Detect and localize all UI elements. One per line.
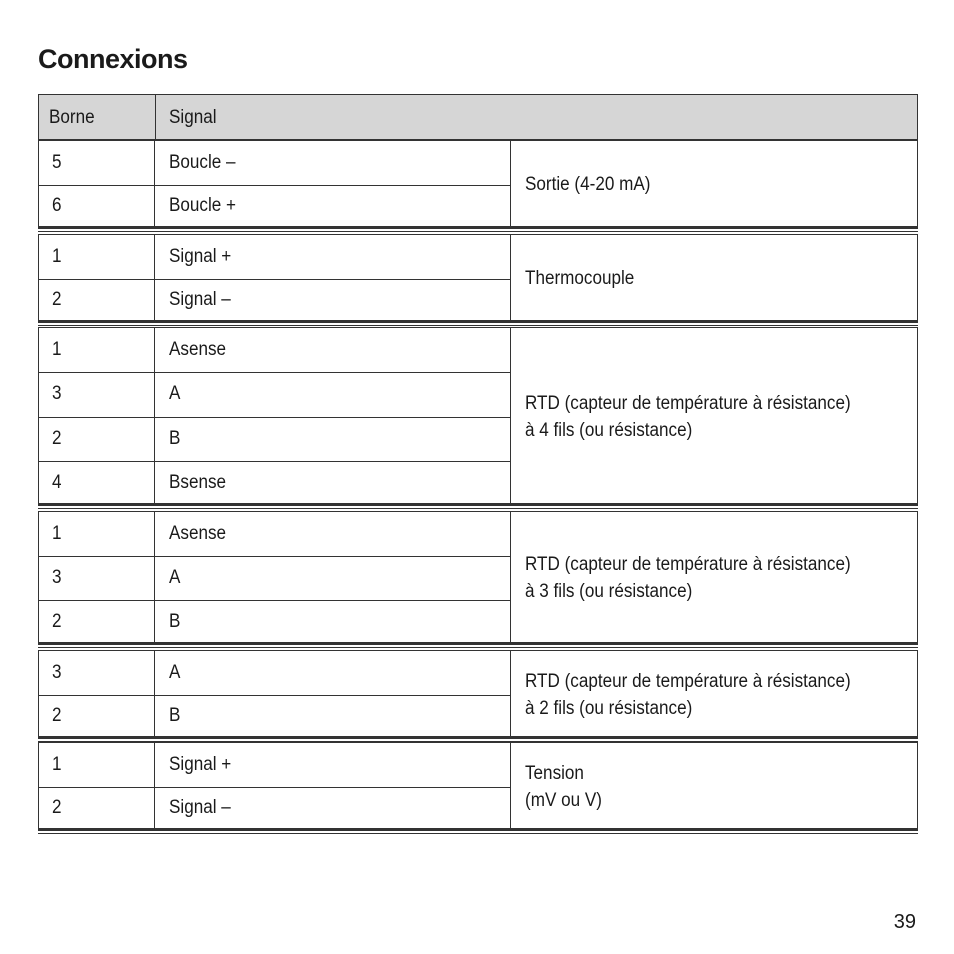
group-separator-rule bbox=[38, 833, 918, 834]
signal-cell: Signal + bbox=[169, 754, 232, 775]
column-divider bbox=[154, 512, 155, 644]
borne-cell: 2 bbox=[52, 611, 62, 632]
signal-cell: B bbox=[169, 428, 181, 449]
description-line: Sortie (4-20 mA) bbox=[525, 174, 651, 195]
description-line: RTD (capteur de température à résistance) bbox=[525, 671, 851, 692]
group-bottom-rule bbox=[38, 503, 918, 506]
signal-cell: A bbox=[169, 567, 181, 588]
row-divider bbox=[39, 372, 510, 373]
row-divider bbox=[39, 556, 510, 557]
description-line: à 2 fils (ou résistance) bbox=[525, 698, 693, 719]
borne-cell: 1 bbox=[52, 523, 62, 544]
connection-group bbox=[38, 511, 918, 643]
description-line: Thermocouple bbox=[525, 268, 635, 289]
connection-group bbox=[38, 327, 918, 504]
signal-cell: B bbox=[169, 611, 181, 632]
signal-cell: B bbox=[169, 705, 181, 726]
borne-cell: 2 bbox=[52, 289, 62, 310]
borne-cell: 1 bbox=[52, 339, 62, 360]
description-line: à 3 fils (ou résistance) bbox=[525, 581, 693, 602]
column-divider bbox=[510, 328, 511, 505]
group-separator-rule bbox=[38, 647, 918, 648]
column-divider bbox=[510, 512, 511, 644]
signal-cell: Asense bbox=[169, 339, 227, 360]
page-number: 39 bbox=[893, 911, 916, 933]
row-divider bbox=[39, 695, 510, 696]
borne-cell: 1 bbox=[52, 754, 62, 775]
row-divider bbox=[39, 461, 510, 462]
group-bottom-rule bbox=[38, 736, 918, 739]
group-separator-rule bbox=[38, 325, 918, 326]
borne-cell: 3 bbox=[52, 383, 62, 404]
signal-cell: A bbox=[169, 383, 181, 404]
table-header bbox=[38, 94, 918, 140]
borne-cell: 2 bbox=[52, 797, 62, 818]
group-separator-rule bbox=[38, 508, 918, 509]
row-divider bbox=[39, 185, 510, 186]
borne-cell: 3 bbox=[52, 567, 62, 588]
signal-cell: Boucle – bbox=[169, 152, 236, 173]
signal-cell: Bsense bbox=[169, 472, 227, 493]
description-line: RTD (capteur de température à résistance) bbox=[525, 393, 851, 414]
group-bottom-rule bbox=[38, 828, 918, 831]
column-divider bbox=[510, 743, 511, 830]
signal-cell: Signal – bbox=[169, 797, 231, 818]
description-line: Tension bbox=[525, 763, 584, 784]
borne-cell: 1 bbox=[52, 246, 62, 267]
header-signal: Signal bbox=[169, 107, 217, 128]
signal-cell: Signal + bbox=[169, 246, 232, 267]
group-separator-rule bbox=[38, 231, 918, 232]
column-divider bbox=[510, 235, 511, 322]
connection-group bbox=[38, 742, 918, 829]
page-title: Connexions bbox=[38, 44, 188, 74]
borne-cell: 5 bbox=[52, 152, 62, 173]
description-line: RTD (capteur de température à résistance) bbox=[525, 554, 851, 575]
signal-cell: A bbox=[169, 662, 181, 683]
header-divider bbox=[155, 95, 156, 140]
row-divider bbox=[39, 417, 510, 418]
borne-cell: 3 bbox=[52, 662, 62, 683]
connection-group bbox=[38, 234, 918, 321]
column-divider bbox=[510, 141, 511, 228]
borne-cell: 2 bbox=[52, 705, 62, 726]
borne-cell: 6 bbox=[52, 195, 62, 216]
description-line: à 4 fils (ou résistance) bbox=[525, 420, 693, 441]
description-line: (mV ou V) bbox=[525, 790, 602, 811]
column-divider bbox=[510, 651, 511, 738]
row-divider bbox=[39, 787, 510, 788]
borne-cell: 4 bbox=[52, 472, 62, 493]
group-bottom-rule bbox=[38, 320, 918, 323]
connection-group bbox=[38, 140, 918, 227]
signal-cell: Asense bbox=[169, 523, 227, 544]
header-borne: Borne bbox=[49, 107, 95, 128]
connection-group bbox=[38, 650, 918, 737]
signal-cell: Signal – bbox=[169, 289, 231, 310]
group-bottom-rule bbox=[38, 642, 918, 645]
signal-cell: Boucle + bbox=[169, 195, 237, 216]
row-divider bbox=[39, 600, 510, 601]
borne-cell: 2 bbox=[52, 428, 62, 449]
row-divider bbox=[39, 279, 510, 280]
group-bottom-rule bbox=[38, 226, 918, 229]
